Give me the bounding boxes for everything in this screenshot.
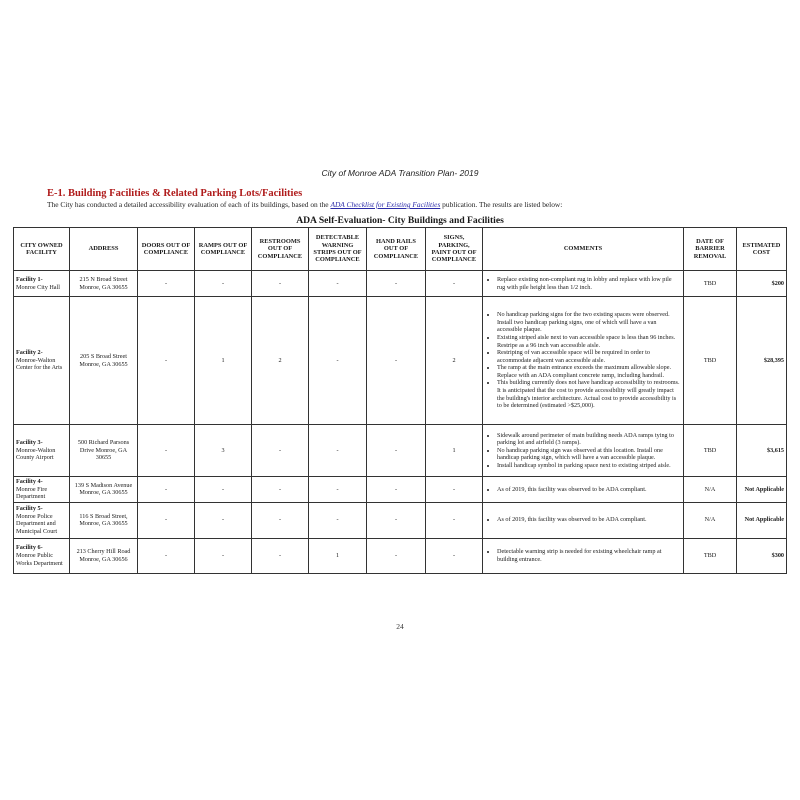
warning-strips-cell: - [309,297,367,425]
address-cell: 139 S Madison Avenue Monroe, GA 30655 [70,477,138,503]
address-cell: 500 Richard Parsons Drive Monroe, GA 30655 [70,425,138,477]
comment-item: • Sidewalk around perimeter of main building needs ADA ramps tying to parking lot and airfield (3 ramps). [497,432,681,447]
cost-cell: Not Applicable [737,502,787,538]
table-title: ADA Self-Evaluation- City Buildings and Facilities [296,215,504,226]
comment-item: • Detectable warning strip is needed for existing wheelchair ramp at building entrance. [497,548,681,563]
restrooms-cell: - [252,538,309,573]
signs-cell: - [426,502,483,538]
facility-id: Facility 6- [16,544,43,552]
cost-cell: Not Applicable [737,477,787,503]
col-header-facility: CITY OWNED FACILITY [14,228,70,271]
hand-rails-cell: - [367,477,426,503]
restrooms-cell: - [252,271,309,297]
facility-name: Monroe City Hall [16,283,60,291]
warning-strips-cell: - [309,271,367,297]
cost-cell: $300 [737,538,787,573]
facility-cell [14,502,70,538]
facility-cell [14,538,70,573]
hand-rails-cell: - [367,297,426,425]
signs-cell: - [426,477,483,503]
address-cell: 116 S Broad Street, Monroe, GA 30655 [70,502,138,538]
ramps-cell: - [195,477,252,503]
comment-item: • This building currently does not have handicap accessibility to restrooms. It is anticipated that the cost to provide accessibility will greatly impact the building's interior architecture. Actual cost to provide accessibility is to be determined (estimated >$25,000). [497,379,681,409]
comment-item: • As of 2019, this facility was observed to be ADA compliant. [497,486,681,494]
table-row [14,502,787,538]
intro-text: The City has conducted a detailed accessibility evaluation of each of its buildings, based on the [47,200,331,209]
hand-rails-cell: - [367,538,426,573]
comments-cell [483,477,684,503]
facility-cell [14,425,70,477]
facility-name: Monroe Fire Department [16,485,48,501]
cost-cell: $28,395 [737,297,787,425]
date-cell: TBD [684,271,737,297]
table-row [14,538,787,573]
table-row [14,477,787,503]
intro-paragraph [47,200,562,209]
doors-cell: - [138,425,195,477]
cost-cell: $3,615 [737,425,787,477]
table-row [14,425,787,477]
ada-checklist-link[interactable]: ADA Checklist for Existing Facilities [330,200,441,209]
hand-rails-cell: - [367,425,426,477]
warning-strips-cell: 1 [309,538,367,573]
comment-item: • The ramp at the main entrance exceeds the maximum allowable slope. Replace with an ADA compliant concrete ramp, including handrail. [497,364,681,379]
address-cell: 215 N Broad Street Monroe, GA 30655 [70,271,138,297]
running-header: City of Monroe ADA Transition Plan- 2019 [321,168,479,178]
date-cell: N/A [684,477,737,503]
table-row [14,271,787,297]
col-header-comments: COMMENTS [483,228,684,271]
doors-cell: - [138,297,195,425]
ramps-cell: 3 [195,425,252,477]
col-header-doors: DOORS OUT OF COMPLIANCE [138,228,195,271]
warning-strips-cell: - [309,425,367,477]
ada-self-evaluation-table [13,227,787,574]
ramps-cell: - [195,271,252,297]
doors-cell: - [138,538,195,573]
doors-cell: - [138,502,195,538]
doors-cell: - [138,271,195,297]
date-cell: N/A [684,502,737,538]
facility-cell [14,477,70,503]
facility-name: Monroe-Walton County Airport [16,446,56,462]
col-header-address: ADDRESS [70,228,138,271]
warning-strips-cell: - [309,502,367,538]
col-header-date: DATE OF BARRIER REMOVAL [684,228,737,271]
comments-cell [483,538,684,573]
col-header-signs: SIGNS, PARKING, PAINT OUT OF COMPLIANCE [426,228,483,271]
comments-cell [483,502,684,538]
restrooms-cell: - [252,502,309,538]
doors-cell: - [138,477,195,503]
signs-cell: 1 [426,425,483,477]
date-cell: TBD [684,425,737,477]
col-header-warning-strips: DETECTABLE WARNING STRIPS OUT OF COMPLIANCE [309,228,367,271]
comments-cell [483,425,684,477]
restrooms-cell: - [252,425,309,477]
signs-cell: - [426,538,483,573]
facility-id: Facility 1- [16,275,43,283]
comment-item: • No handicap parking signs for the two existing spaces were observed. Install two handicap parking signs, one of which will have a van accessible plaque. [497,311,681,334]
comment-item: • Replace existing non-compliant rug in lobby and replace with low pile rug with pile height less than 1/2 inch. [497,276,681,291]
ramps-cell: - [195,538,252,573]
table-row [14,297,787,425]
facility-cell [14,297,70,425]
address-cell: 213 Cherry Hill Road Monroe, GA 30656 [70,538,138,573]
facility-id: Facility 3- [16,439,43,447]
facility-id: Facility 5- [16,505,43,513]
section-title: E-1. Building Facilities & Related Parking Lots/Facilities [47,188,303,199]
hand-rails-cell: - [367,271,426,297]
date-cell: TBD [684,297,737,425]
col-header-ramps: RAMPS OUT OF COMPLIANCE [195,228,252,271]
restrooms-cell: 2 [252,297,309,425]
table-header-row [14,228,787,271]
restrooms-cell: - [252,477,309,503]
address-cell: 205 S Broad Street Monroe, GA 30655 [70,297,138,425]
cost-cell: $200 [737,271,787,297]
comment-item: • Restriping of van accessible space will be required in order to accommodate adjacent van accessible aisle. [497,349,681,364]
intro-text-end: publication. The results are listed below: [440,200,563,209]
facility-name: Monroe Police Department and Municipal Court [16,512,58,535]
ramps-cell: 1 [195,297,252,425]
facility-name: Monroe Public Works Department [16,551,63,567]
ramps-cell: - [195,502,252,538]
facility-name: Monroe-Walton Center for the Arts [16,356,63,372]
comment-item: • No handicap parking sign was observed at this location. Install one handicap parking sign, which will have a van accessible plaque. [497,447,681,462]
col-header-cost: ESTIMATED COST [737,228,787,271]
page-number: 24 [396,622,404,631]
facility-cell [14,271,70,297]
comment-item: • Existing striped aisle next to van accessible space is less than 96 inches. Restripe as a 96 inch van accessible aisle. [497,334,681,349]
facility-id: Facility 2- [16,349,43,357]
warning-strips-cell: - [309,477,367,503]
comments-cell [483,271,684,297]
facility-id: Facility 4- [16,478,43,485]
col-header-hand-rails: HAND RAILS OUT OF COMPLIANCE [367,228,426,271]
signs-cell: 2 [426,297,483,425]
date-cell: TBD [684,538,737,573]
comment-item: • As of 2019, this facility was observed to be ADA compliant. [497,516,681,524]
comments-cell [483,297,684,425]
col-header-restrooms: RESTROOMS OUT OF COMPLIANCE [252,228,309,271]
signs-cell: - [426,271,483,297]
hand-rails-cell: - [367,502,426,538]
comment-item: • Install handicap symbol in parking space next to existing striped aisle. [497,462,681,470]
